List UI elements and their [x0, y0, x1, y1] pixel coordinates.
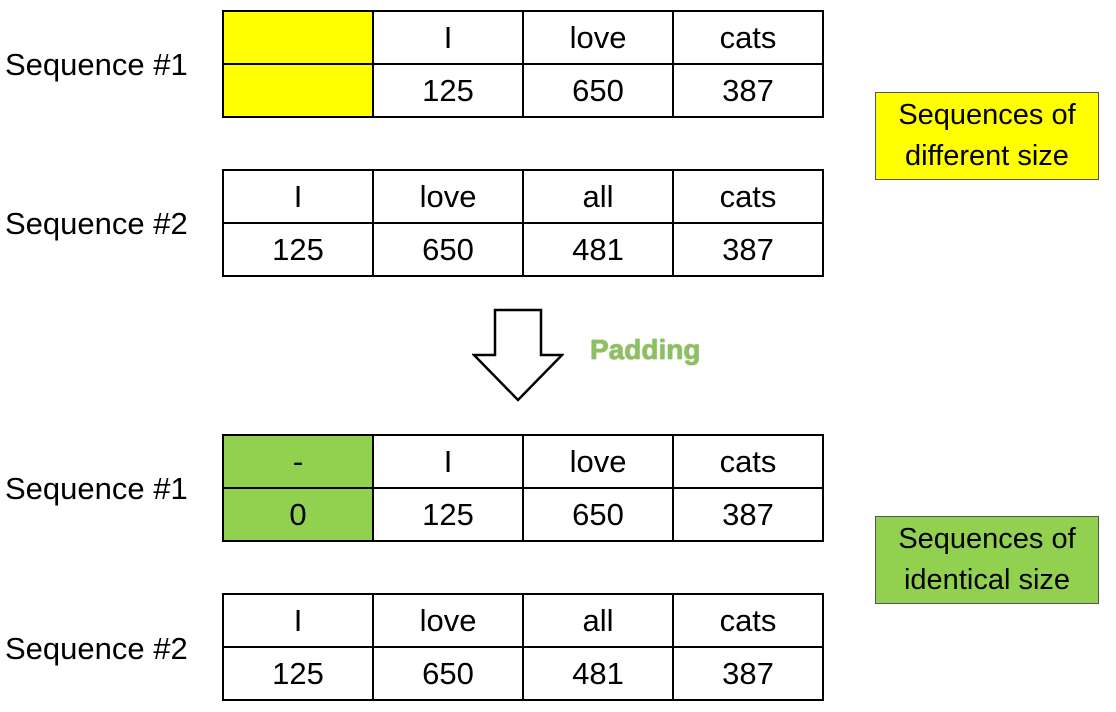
table-row-ids [223, 647, 823, 700]
id-cell: 125 [223, 223, 373, 276]
word-cell: love [373, 170, 523, 223]
bottom-seq2-table [222, 593, 824, 701]
word-cell: cats [673, 435, 823, 488]
bottom-seq2-label: Sequence #2 [5, 631, 188, 666]
note-line-2: identical size [903, 564, 1071, 596]
id-cell: 387 [673, 647, 823, 700]
word-cell: love [523, 435, 673, 488]
word-cell: all [523, 170, 673, 223]
id-cell: 481 [523, 647, 673, 700]
id-cell: 125 [373, 64, 523, 117]
pad-word-cell: - [223, 435, 373, 488]
word-cell: cats [673, 170, 823, 223]
word-cell: cats [673, 594, 823, 647]
table-row-words [223, 11, 823, 64]
word-cell: cats [673, 11, 823, 64]
pad-id-cell: 0 [223, 488, 373, 541]
table-row-ids [223, 223, 823, 276]
empty-cell [223, 64, 373, 117]
different-size-note [875, 92, 1099, 180]
word-cell: all [523, 594, 673, 647]
empty-cell [223, 11, 373, 64]
word-cell: love [523, 11, 673, 64]
id-cell: 125 [223, 647, 373, 700]
id-cell: 650 [523, 488, 673, 541]
id-cell: 650 [523, 64, 673, 117]
id-cell: 481 [523, 223, 673, 276]
top-seq2-table [222, 169, 824, 277]
id-cell: 387 [673, 488, 823, 541]
id-cell: 125 [373, 488, 523, 541]
word-cell: I [223, 594, 373, 647]
bottom-seq1-table [222, 434, 824, 542]
id-cell: 387 [673, 64, 823, 117]
word-cell: love [373, 594, 523, 647]
padding-label: Padding [590, 334, 701, 365]
table-row-ids [223, 488, 823, 541]
note-line-2: different size [905, 140, 1069, 172]
note-line-1: Sequences of [898, 99, 1076, 131]
table-row-words [223, 435, 823, 488]
bottom-seq1-label: Sequence #1 [5, 471, 188, 506]
table-row-words [223, 594, 823, 647]
word-cell: I [373, 11, 523, 64]
table-row-words [223, 170, 823, 223]
down-arrow-icon [472, 308, 564, 402]
top-seq1-label: Sequence #1 [5, 47, 188, 82]
note-line-1: Sequences of [898, 523, 1076, 555]
id-cell: 650 [373, 223, 523, 276]
identical-size-note [875, 516, 1099, 604]
id-cell: 387 [673, 223, 823, 276]
top-seq2-label: Sequence #2 [5, 206, 188, 241]
id-cell: 650 [373, 647, 523, 700]
word-cell: I [373, 435, 523, 488]
top-seq1-table [222, 10, 824, 118]
table-row-ids [223, 64, 823, 117]
word-cell: I [223, 170, 373, 223]
